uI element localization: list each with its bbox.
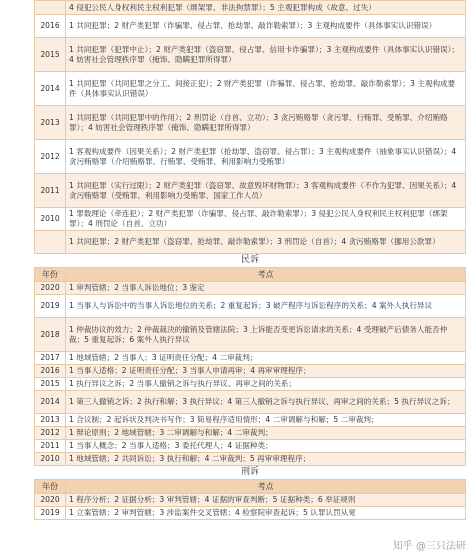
criminal-procedure-table (34, 479, 466, 520)
table-row (35, 414, 466, 427)
year-cell: 2014 (35, 391, 66, 414)
points-cell: 4 侵犯公民人身权利民主权利犯罪（绑架罪、非法拘禁罪）；5 主观犯罪构成（故意、过失） (66, 1, 466, 15)
year-cell: 2017 (35, 352, 66, 365)
points-cell: 1 共同犯罪（实行过限）；2 财产类犯罪（盗窃罪、故意毁坏财物罪）；3 客观构成要件（不作为犯罪、因果关系）；4 贪污贿赂罪（受贿罪、利用影响力受贿罪、国家工作人员） (66, 174, 466, 208)
table-row (35, 453, 466, 466)
points-header: 考点 (66, 480, 466, 494)
table-row (35, 140, 466, 174)
points-cell: 1 当事人适格；2 证明责任分配；3 当事人申请再审；4 再审审理程序； (66, 365, 466, 378)
points-cell: 1 共同犯罪（共同犯罪之分工、间接正犯）；2 财产类犯罪（诈骗罪、侵占罪、抢劫罪、敲诈勒索罪）；3 主观构成要件（具体事实认识错误） (66, 72, 466, 106)
table-row (35, 365, 466, 378)
table-row (35, 318, 466, 352)
table-row (35, 15, 466, 38)
points-cell: 1 当事人概念；2 当事人适格；3 委托代理人；4 证据种类； (66, 440, 466, 453)
table-row (35, 208, 466, 231)
year-cell: 2015 (35, 38, 66, 72)
civil-procedure-table (34, 267, 466, 466)
year-cell: 2019 (35, 295, 66, 318)
table-row (35, 352, 466, 365)
year-cell: 2013 (35, 414, 66, 427)
table-row (35, 427, 466, 440)
year-cell (35, 231, 66, 254)
watermark: 知乎 @三只法研 (392, 541, 466, 552)
year-cell: 2018 (35, 318, 66, 352)
table-row (35, 440, 466, 453)
year-cell: 2019 (35, 507, 66, 520)
year-cell: 2011 (35, 174, 66, 208)
year-cell (35, 1, 66, 15)
points-cell: 1 当事人与诉讼中的当事人诉讼地位的关系；2 重复起诉；3 破产程序与诉讼程序的关系；4 案外人执行异议 (66, 295, 466, 318)
year-cell: 2016 (35, 365, 66, 378)
points-cell: 1 审判管辖；2 当事人诉讼地位；3 鉴定 (66, 282, 466, 295)
year-cell: 2013 (35, 106, 66, 140)
year-cell: 2014 (35, 72, 66, 106)
year-header: 年份 (35, 268, 66, 282)
table-row (35, 295, 466, 318)
points-cell: 1 执行异议之诉；2 当事人撤销之诉与执行异议、再审之间的关系； (66, 378, 466, 391)
civil-procedure-title: 民诉 (34, 254, 466, 267)
points-cell: 1 程序分析；2 证据分析；3 审判管辖；4 证据的审查判断；5 证据种类；6 举证规则 (66, 494, 466, 507)
points-cell: 1 客观构成要件（因果关系）；2 财产类犯罪（抢劫罪、盗窃罪、侵占罪）；3 主观构成要件（抽象事实认识错误）；4 贪污贿赂罪（介绍贿赂罪、行贿罪、受贿罪、利用影响力受贿罪） (66, 140, 466, 174)
table-header-row (35, 480, 466, 494)
table-row (35, 72, 466, 106)
points-cell: 1 仲裁协议的效力；2 仲裁裁决的撤销及管辖法院；3 上诉能否变更诉讼请求的关系；4 受理破产后债务人能否仲裁；5 重复起诉；6 案外人执行异议 (66, 318, 466, 352)
points-cell: 1 辩论原则；2 地域管辖；3 二审调解与和解；4 二审裁判； (66, 427, 466, 440)
points-cell: 1 地域管辖；2 当事人；3 证明责任分配；4 二审裁判； (66, 352, 466, 365)
table-header-row (35, 268, 466, 282)
points-cell: 1 共同犯罪；2 财产类犯罪（诈骗罪、侵占罪、抢劫罪、敲诈勒索罪）；3 主观构成要件（具体事实认识错误） (66, 15, 466, 38)
points-cell: 1 合议制；2 起诉状及判决书写作；3 简易程序适用情形；4 二审调解与和解；5 二审裁判； (66, 414, 466, 427)
table-row (35, 378, 466, 391)
year-cell: 2020 (35, 494, 66, 507)
points-cell: 1 共同犯罪；2 财产类犯罪（盗窃罪、抢劫罪、敲诈勒索罪）；3 刑罚论（自首）；4 贪污贿赂罪（挪用公款罪） (66, 231, 466, 254)
year-cell: 2020 (35, 282, 66, 295)
table-row (35, 494, 466, 507)
table-row (35, 231, 466, 254)
table-row (35, 174, 466, 208)
criminal-law-table (34, 0, 466, 254)
points-cell: 1 地域管辖；2 共同诉讼；3 执行和解；4 二审裁判；5 再审审理程序； (66, 453, 466, 466)
year-cell: 2012 (35, 140, 66, 174)
table-row (35, 282, 466, 295)
year-cell: 2010 (35, 453, 66, 466)
year-cell: 2010 (35, 208, 66, 231)
table-row (35, 391, 466, 414)
points-cell: 1 共同犯罪（共同犯罪中的作用）；2 刑罚论（自首、立功）；3 贪污贿赂罪（贪污罪、行贿罪、受贿罪、介绍贿赂罪）；4 妨害社会管理秩序罪（掩饰、隐瞒犯罪所得罪） (66, 106, 466, 140)
points-cell: 1 第三人撤销之诉；2 执行和解；3 执行异议；4 第三人撤销之诉与执行异议、再审之间的关系；5 执行异议之诉； (66, 391, 466, 414)
points-header: 考点 (66, 268, 466, 282)
year-cell: 2016 (35, 15, 66, 38)
points-cell: 1 立案管辖；2 审判管辖；3 涉监案件交叉管辖；4 检察院审查起诉；5 认罪认罚从宽 (66, 507, 466, 520)
table-row (35, 1, 466, 15)
points-cell: 1 共同犯罪（犯罪中止）；2 财产类犯罪（盗窃罪、侵占罪、信用卡诈骗罪）；3 主观构成要件（具体事实认识错误）；4 妨害社会管理秩序罪（掩饰、隐瞒犯罪所得罪） (66, 38, 466, 72)
criminal-procedure-title: 刑诉 (34, 466, 466, 479)
year-cell: 2012 (35, 427, 66, 440)
year-header: 年份 (35, 480, 66, 494)
table-row (35, 507, 466, 520)
year-cell: 2011 (35, 440, 66, 453)
points-cell: 1 罪数理论（牵连犯）；2 财产类犯罪（诈骗罪、侵占罪、敲诈勒索罪）；3 侵犯公民人身权利民主权利犯罪（绑架罪）；4 刑罚论（自首、立功） (66, 208, 466, 231)
table-row (35, 106, 466, 140)
year-cell: 2015 (35, 378, 66, 391)
table-row (35, 38, 466, 72)
